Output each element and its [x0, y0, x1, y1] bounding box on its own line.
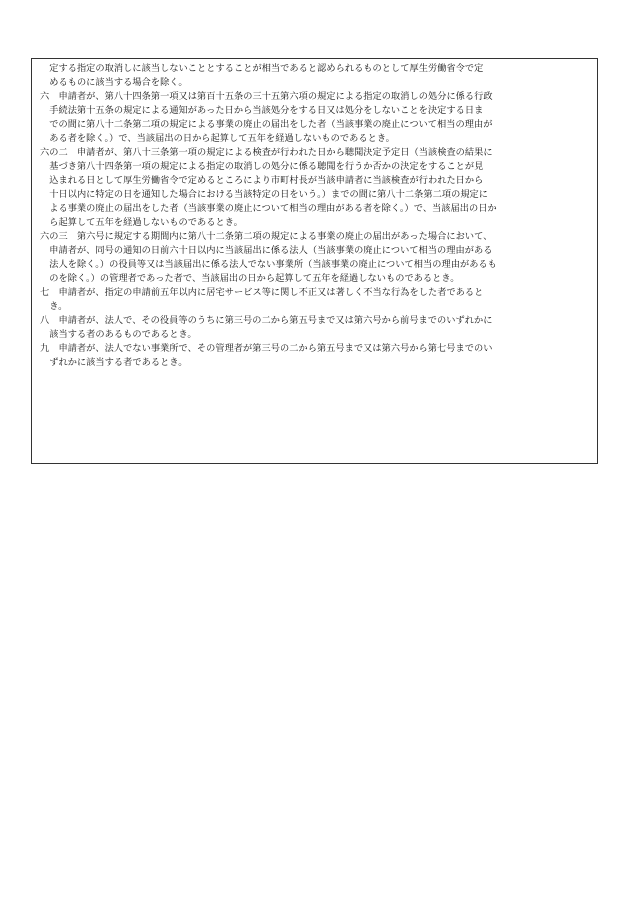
- text-line-17: 七 申請者が、指定の申請前五年以内に居宅サービス等に関し不正又は著しく不当な行為をした者であると: [40, 287, 484, 298]
- text-line-20: 該当する者のあるものであるとき。: [40, 329, 197, 340]
- text-line-9: 込まれる日として厚生労働省令で定めるところにより市町村長が当該申請者に当該検査が行われた日から: [40, 175, 484, 186]
- text-line-2: めるものに該当する場合を除く。: [40, 77, 188, 88]
- text-line-3: 六 申請者が、第八十四条第一項又は第百十五条の三十五第六項の規定による指定の取消しの処分に係る行政: [40, 91, 493, 102]
- text-line-10: 十日以内に特定の日を通知した場合における当該特定の日をいう。）までの間に第八十二条第二項の規定に: [40, 189, 489, 200]
- text-line-13: 六の三 第六号に規定する期間内に第八十二条第二項の規定による事業の廃止の届出があった場合において、: [40, 231, 493, 242]
- text-line-16: のを除く。）の管理者であった者で、当該届出の日から起算して五年を経過しないものであるとき。: [40, 273, 460, 284]
- text-line-21: 九 申請者が、法人でない事業所で、その管理者が第三号の二から第五号まで又は第六号から第七号までのい: [40, 343, 493, 354]
- text-line-22: ずれかに該当する者であるとき。: [40, 357, 188, 368]
- text-line-18: き。: [40, 301, 68, 312]
- document-frame: [31, 58, 598, 464]
- text-line-15: 法人を除く。）の役員等又は当該届出に係る法人でない事業所（当該事業の廃止について相当の理由があるも: [40, 259, 497, 270]
- text-line-5: での間に第八十二条第二項の規定による事業の廃止の届出をした者（当該事業の廃止について相当の理由が: [40, 119, 493, 130]
- text-line-6: ある者を除く。）で、当該届出の日から起算して五年を経過しないものであるとき。: [40, 133, 395, 144]
- text-line-8: 基づき第八十四条第一項の規定による指定の取消しの処分に係る聴聞を行うか否かの決定をすることが見: [40, 161, 484, 172]
- text-line-12: ら起算して五年を経過しないものであるとき。: [40, 217, 243, 228]
- text-line-1: 定する指定の取消しに該当しないこととすることが相当であると認められるものとして厚生労働省令で定: [40, 63, 484, 74]
- text-line-19: 八 申請者が、法人で、その役員等のうちに第三号の二から第五号まで又は第六号から前号までのいずれかに: [40, 315, 493, 326]
- text-line-4: 手続法第十五条の規定による通知があった日から当該処分をする日又は処分をしないことを決定する日ま: [40, 105, 484, 116]
- text-line-11: よる事業の廃止の届出をした者（当該事業の廃止について相当の理由がある者を除く。）で、当該届出の日か: [40, 203, 497, 214]
- text-line-7: 六の二 申請者が、第八十三条第一項の規定による検査が行われた日から聴聞決定予定日（当該検査の結果に: [40, 147, 493, 158]
- text-line-14: 申請者が、同号の通知の日前六十日以内に当該届出に係る法人（当該事業の廃止について相当の理由がある: [40, 245, 493, 256]
